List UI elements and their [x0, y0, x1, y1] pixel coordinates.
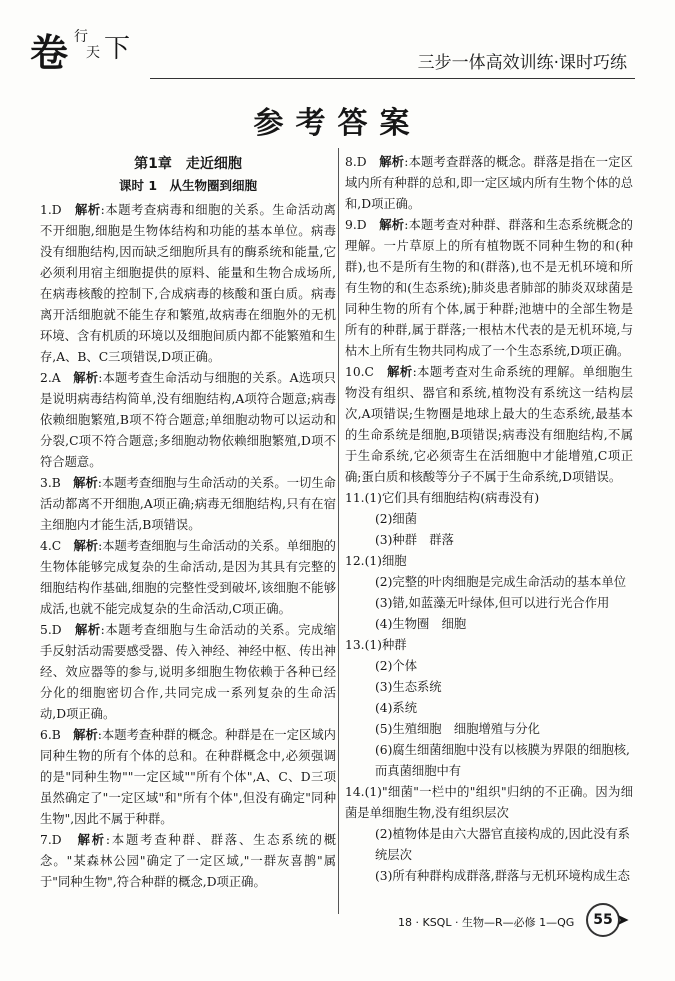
- analysis-tag: 解析: [73, 371, 99, 385]
- analysis-tag: 解析: [74, 203, 101, 217]
- answer-item: 9.D 解析:本题考查对种群、群落和生态系统概念的理解。一片草原上的所有植物既不同种生物的和(种群),也不是所有生物的和(群落),也不是无机环境和所有生物的和(生态系统);肺炎患者肺部的肺炎双球菌是同种生物的所有个体,属于种群;池塘中的全部生物是所有的种群,属于群落;一根枯木代表的是无机环境,与枯木上所有生物共同构成了一个生态系统,D项正确。: [345, 218, 633, 358]
- analysis-tag: 解析: [379, 218, 405, 232]
- answer-text: (1)种群: [364, 638, 407, 652]
- answer-text: (5)生殖细胞 细胞增殖与分化: [375, 722, 540, 736]
- logo-small-char: 下: [104, 34, 131, 64]
- answer-number: 9.D: [345, 218, 367, 232]
- short-answer-line: [345, 635, 633, 656]
- header-divider: [150, 78, 635, 79]
- right-answer-list: [345, 152, 633, 488]
- answer-item: 8.D 解析:本题考查群落的概念。群落是指在一定区域内所有种群的总和,即一定区域内所有生物个体的总和,D项正确。: [345, 155, 633, 211]
- answer-text: (2)个体: [375, 659, 418, 673]
- answer-text: (2)植物体是由六大器官直接构成的,因此没有系统层次: [375, 827, 630, 862]
- lesson-heading: 课时 1 从生物圈到细胞: [118, 178, 258, 193]
- short-answer-line: [375, 614, 633, 635]
- logo-small-char: 天: [86, 45, 100, 61]
- answer-text: (3)生态系统: [375, 680, 442, 694]
- answer-text: (3)种群 群落: [375, 533, 454, 547]
- answer-item: 1.D 解析:本题考查病毒和细胞的关系。生命活动离不开细胞,细胞是生物体结构和功能的基本单位。病毒没有细胞结构,因而缺乏细胞所具有的酶系统和能量,它必须利用宿主细胞提供的原料、能量和生物合成场所,在病毒核酸的控制下,合成病毒的核酸和蛋白质。病毒离开活细胞就不能生存和繁殖,故病毒在细胞外的无机环境、含有机质的环境以及细胞间质内都不能繁殖和生存,A、B、C三项错误,D项正确。: [40, 203, 336, 364]
- answer-number: 12.: [345, 554, 365, 568]
- answer-text: (2)细菌: [375, 512, 418, 526]
- answer-text: 本题考查种群的概念。种群是在一定区域内同种生物的所有个体的总和。在种群概念中,必须强调的是"同种生物""一定区域""所有个体",A、C、D三项虽然确定了"一定区域"和"所有个体",但没有确定"同种生物",因此不属于种群。: [40, 728, 336, 826]
- short-answer-line: [345, 551, 633, 572]
- answer-number: 11.: [345, 491, 365, 505]
- answer-text: 本题考查细胞与生命活动的关系。完成缩手反射活动需要感受器、传入神经、神经中枢、传出神经、效应器等的参与,说明多细胞生物依赖于各种已经分化的细胞密切合作,共同完成一系列复杂的生命活动,D项正确。: [40, 623, 336, 721]
- answer-text: 本题考查群落的概念。群落是指在一定区域内所有种群的总和,即一定区域内所有生物个体的总和,D项正确。: [345, 155, 633, 211]
- answer-text: 本题考查种群、群落、生态系统的概念。"某森林公园"确定了一定区域,"一群灰喜鹊"属于"同种生物",符合种群的概念,D项正确。: [40, 833, 336, 889]
- short-answer-line: [375, 509, 633, 530]
- short-answer-line: [345, 782, 633, 824]
- answer-item: 7.D 解析:本题考查种群、群落、生态系统的概念。"某森林公园"确定了一定区域,"一群灰喜鹊"属于"同种生物",符合种群的概念,D项正确。: [40, 833, 336, 889]
- analysis-tag: 解析: [73, 728, 98, 742]
- answer-text: (4)生物圈 细胞: [375, 617, 467, 631]
- short-answer-line: [375, 866, 633, 887]
- answer-number: 4.C: [40, 539, 62, 553]
- column-divider: [338, 148, 339, 914]
- short-answer-line: [375, 530, 633, 551]
- short-answer-line: [375, 740, 633, 782]
- answer-text: (1)"细菌"一栏中的"组织"归纳的不正确。因为细菌是单细胞生物,没有组织层次: [345, 785, 633, 820]
- answer-number: 6.B: [40, 728, 61, 742]
- answer-number: 7.D: [40, 833, 62, 847]
- answer-text: 本题考查对种群、群落和生态系统概念的理解。一片草原上的所有植物既不同种生物的和(种群),也不是所有生物的和(群落),也不是无机环境和所有生物的和(生态系统);肺炎患者肺部的肺炎双球菌是同种生物的所有个体,属于种群;池塘中的全部生物是所有的种群,属于群落;一根枯木代表的是无机环境,与枯木上所有生物共同构成了一个生态系统,D项正确。: [345, 218, 633, 358]
- answer-number: 5.D: [40, 623, 62, 637]
- logo-small-char: 行: [74, 29, 88, 45]
- answer-text: (3)所有种群构成群落,群落与无机环境构成生态: [375, 869, 630, 883]
- series-title: 三步一体高效训练·课时巧练: [417, 53, 627, 73]
- arrow-icon: ➤: [616, 910, 630, 929]
- answer-item: 3.B 解析:本题考查细胞与生命活动的关系。一切生命活动都离不开细胞,A项正确;病毒无细胞结构,只有在宿主细胞内才能生活,B项错误。: [40, 476, 336, 532]
- right-column: [345, 152, 633, 887]
- answer-item: 2.A 解析:本题考查生命活动与细胞的关系。A选项只是说明病毒结构简单,没有细胞结构,A项符合题意;病毒依赖细胞繁殖,B项不符合题意;单细胞动物可以运动和分裂,C项不符合题意;多细胞动物依赖细胞繁殖,D项不符合题意。: [40, 371, 336, 469]
- page-number: 55: [586, 903, 620, 937]
- chapter-heading: 第1章 走近细胞: [134, 156, 242, 172]
- answer-text: 本题考查对生命系统的理解。单细胞生物没有组织、器官和系统,植物没有系统这一结构层次,A项错误;生物圈是地球上最大的生态系统,最基本的生命系统是细胞,B项错误;病毒没有细胞结构,不属于生命系统,它必须寄生在活细胞中才能增殖,C项正确;蛋白质和核酸等分子不属于生命系统,D项错误。: [345, 365, 633, 484]
- answer-item: 6.B 解析:本题考查种群的概念。种群是在一定区域内同种生物的所有个体的总和。在种群概念中,必须强调的是"同种生物""一定区域""所有个体",A、C、D三项虽然确定了"一定区域"和"所有个体",但没有确定"同种生物",因此不属于种群。: [40, 728, 336, 826]
- answer-number: 3.B: [40, 476, 61, 490]
- answer-number: 2.A: [40, 371, 61, 385]
- answer-number: 13.: [345, 638, 365, 652]
- publisher-logo: [30, 22, 142, 80]
- answer-text: (6)腐生细菌细胞中没有以核膜为界限的细胞核,而真菌细胞中有: [375, 743, 630, 778]
- short-answer-line: [375, 824, 633, 866]
- answer-text: (1)细胞: [364, 554, 407, 568]
- answer-number: 8.D: [345, 155, 367, 169]
- short-answer-list: [345, 488, 633, 887]
- short-answer-line: [375, 593, 633, 614]
- answer-number: 10.C: [345, 365, 374, 379]
- answer-text: 本题考查病毒和细胞的关系。生命活动离不开细胞,细胞是生物体结构和功能的基本单位。病毒没有细胞结构,因而缺乏细胞所具有的酶系统和能量,它必须利用宿主细胞提供的原料、能量和生物合成场所,在病毒核酸的控制下,合成病毒的核酸和蛋白质。病毒离开活细胞就不能生存和繁殖,故病毒在细胞外的无机环境、含有机质的环境以及细胞间质内都不能繁殖和生存,A、B、C三项错误,D项正确。: [40, 203, 336, 364]
- answer-item: 10.C 解析:本题考查对生命系统的理解。单细胞生物没有组织、器官和系统,植物没有系统这一结构层次,A项错误;生物圈是地球上最大的生态系统,最基本的生命系统是细胞,B项错误;病毒没有细胞结构,不属于生命系统,它必须寄生在活细胞中才能增殖,C项正确;蛋白质和核酸等分子不属于生命系统,D项错误。: [345, 365, 633, 484]
- left-column: [40, 152, 336, 893]
- logo-main-char: 卷: [30, 30, 69, 75]
- answer-item: 5.D 解析:本题考查细胞与生命活动的关系。完成缩手反射活动需要感受器、传入神经、神经中枢、传出神经、效应器等的参与,说明多细胞生物依赖于各种已经分化的细胞密切合作,共同完成一系列复杂的生命活动,D项正确。: [40, 623, 336, 721]
- answer-text: (1)它们具有细胞结构(病毒没有): [364, 491, 540, 505]
- analysis-tag: 解析: [73, 476, 98, 490]
- short-answer-line: [375, 698, 633, 719]
- answer-number: 14.: [345, 785, 365, 799]
- answer-text: 本题考查细胞与生命活动的关系。单细胞的生物体能够完成复杂的生命活动,是因为其具有完整的细胞结构作基础,细胞的完整性受到破坏,该细胞不能够成活,也就不能完成复杂的生命活动,C项正确。: [40, 539, 336, 616]
- answer-text: (3)错,如蓝藻无叶绿体,但可以进行光合作用: [375, 596, 610, 610]
- analysis-tag: 解析: [379, 155, 405, 169]
- short-answer-line: [345, 488, 633, 509]
- answer-item: 4.C 解析:本题考查细胞与生命活动的关系。单细胞的生物体能够完成复杂的生命活动,是因为其具有完整的细胞结构作基础,细胞的完整性受到破坏,该细胞不能够成活,也就不能完成复杂的生命活动,C项正确。: [40, 539, 336, 616]
- left-answer-list: [40, 200, 336, 893]
- analysis-tag: 解析: [73, 539, 99, 553]
- answer-text: (2)完整的叶肉细胞是完成生命活动的基本单位: [375, 575, 627, 589]
- footer-code: 18 · KSQL · 生物—R—必修 1—QG: [398, 916, 575, 929]
- answer-number: 1.D: [40, 203, 62, 217]
- short-answer-line: [375, 572, 633, 593]
- short-answer-line: [375, 719, 633, 740]
- answer-text: (4)系统: [375, 701, 418, 715]
- answer-text: 本题考查细胞与生命活动的关系。一切生命活动都离不开细胞,A项正确;病毒无细胞结构,只有在宿主细胞内才能生活,B项错误。: [40, 476, 336, 532]
- short-answer-line: [375, 656, 633, 677]
- analysis-tag: 解析: [77, 833, 106, 847]
- analysis-tag: 解析: [74, 623, 101, 637]
- answer-text: 本题考查生命活动与细胞的关系。A选项只是说明病毒结构简单,没有细胞结构,A项符合题意;病毒依赖细胞繁殖,B项不符合题意;单细胞动物可以运动和分裂,C项不符合题意;多细胞动物依赖细胞繁殖,D项不符合题意。: [40, 371, 336, 469]
- short-answer-line: [375, 677, 633, 698]
- page-title: 参考答案: [253, 106, 422, 141]
- analysis-tag: 解析: [387, 365, 413, 379]
